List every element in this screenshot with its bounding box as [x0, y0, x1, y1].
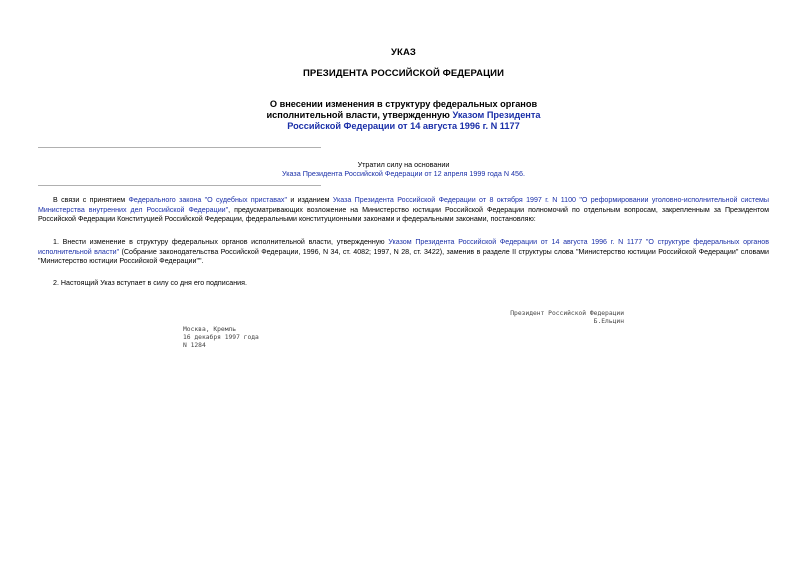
signing-place: Москва, Кремль — [183, 326, 237, 333]
item-1-paragraph — [38, 238, 769, 267]
signing-details — [183, 326, 259, 350]
signature-name: Б.Ельцин — [593, 318, 624, 325]
subject-decree-link-part-2[interactable]: Российской Федерации от 14 августа 1996 г. N 1177 — [287, 121, 520, 131]
decree-1100-link[interactable]: Указа Президента Российской Федерации от 8 октября 1997 г. N 1100 "О реформировании уголовно-исполнительной системы Министерства внутренних дел Российской Федерации" — [38, 196, 769, 214]
decree-issuer: ПРЕЗИДЕНТА РОССИЙСКОЙ ФЕДЕРАЦИИ — [302, 68, 505, 79]
subject-line-2-text: исполнительной власти, утвержденную — [266, 110, 453, 120]
item-1-text-2: (Собрание законодательства Российской Федерации, 1996, N 34, ст. 4082; 1997, N 28, ст. 3422), заменив в разделе II структуры слова "Министерство юстиции Российской Федерации" словами "Министерство юстиции Российской Федерации"". — [38, 247, 769, 266]
subject-decree-link-part-1[interactable]: Указом Президента — [452, 110, 541, 120]
preamble-text-3: , предусматривающих возложение на Министерство юстиции Российской Федерации полномочий по отдельным вопросам, закрепленным за Президентом Российской Федерации Конституцией Российской Федерации, федеральными конституционными законами и федеральными законами, постановляю: — [38, 205, 769, 224]
subject-line-2 — [0, 110, 807, 121]
law-bailiffs-link[interactable]: Федерального закона "О судебных приставах" — [128, 196, 287, 204]
decree-number: N 1284 — [183, 342, 206, 349]
divider-bottom — [38, 185, 321, 186]
decree-1177-link[interactable]: Указом Президента Российской Федерации от 14 августа 1996 г. N 1177 "О структуре федеральных органов исполнительной власти" — [38, 238, 769, 256]
preamble-paragraph — [38, 196, 769, 225]
item-2-paragraph: 2. Настоящий Указ вступает в силу со дня его подписания. — [53, 279, 247, 287]
repeal-decree-link[interactable]: Указа Президента Российской Федерации от 12 апреля 1999 года N 456. — [281, 169, 526, 179]
subject-line-1: О внесении изменения в структуру федеральных органов — [269, 99, 538, 109]
decree-subject — [0, 99, 807, 132]
signature-position: Президент Российской Федерации — [510, 310, 624, 317]
repeal-status — [0, 160, 807, 178]
divider-top — [38, 147, 321, 148]
preamble-text-1: В связи с принятием — [53, 196, 129, 204]
item-1-text-1: 1. Внести изменение в структуру федеральных органов исполнительной власти, утвержденную — [53, 238, 389, 246]
signing-date: 16 декабря 1997 года — [183, 334, 259, 341]
preamble-text-2: и изданием — [286, 196, 333, 204]
signature-block — [420, 310, 624, 326]
decree-title: УКАЗ — [391, 47, 416, 58]
repeal-label: Утратил силу на основании — [357, 160, 450, 169]
